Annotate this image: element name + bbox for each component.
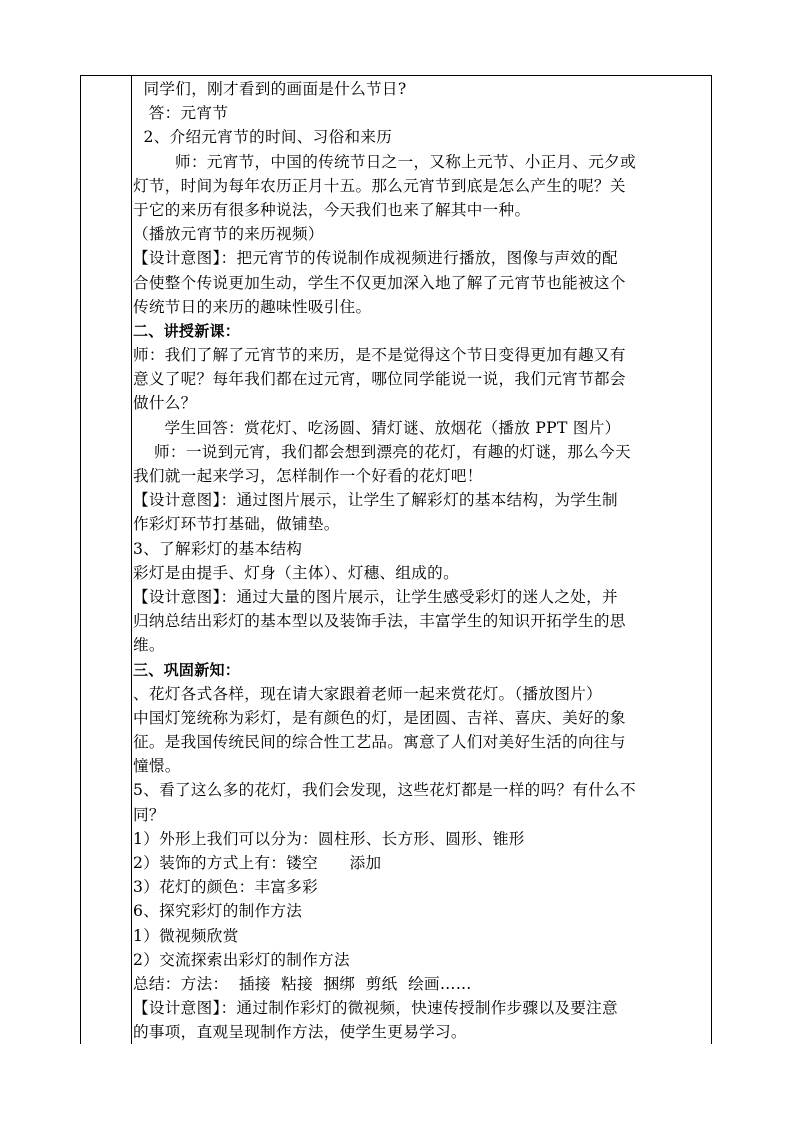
text-line: （播放元宵节的来历视频） — [133, 225, 324, 244]
text-line: 同？ — [133, 805, 165, 824]
text-line: 3）花灯的颜色：丰富多彩 — [133, 878, 319, 897]
text-line: 2）交流探索出彩灯的制作方法 — [133, 950, 350, 969]
section-heading: 二、讲授新课： — [133, 321, 241, 340]
text-line: 彩灯是由提手、灯身（主体）、灯穗、组成的。 — [133, 563, 459, 582]
text-line: 合使整个传说更加生动，学生不仅更加深入地了解了元宵节也能被这个 — [133, 273, 626, 292]
text-line: 维。 — [133, 636, 165, 655]
text-line: 我们就一起来学习，怎样制作一个好看的花灯吧！ — [133, 467, 483, 485]
text-line: 的事项，直观呈现制作方法，使学生更易学习。 — [133, 1023, 467, 1042]
text-line: 【设计意图】：通过大量的图片展示，让学生感受彩灯的迷人之处，并 — [133, 587, 618, 606]
text-line: 2）装饰的方式上有：镂空 添加 — [133, 854, 382, 872]
text-line: 灯节，时间为每年农历正月十五。那么元宵节到底是怎么产生的呢？关 — [133, 176, 626, 195]
text-line: 1）外形上我们可以分为：圆柱形、长方形、圆形、锥形 — [133, 829, 525, 848]
text-line: 师：一说到元宵，我们都会想到漂亮的花灯，有趣的灯谜，那么今天 — [133, 442, 631, 461]
text-line: 【设计意图】：通过制作彩灯的微视频，快速传授制作步骤以及要注意 — [133, 999, 618, 1018]
section-heading: 三、巩固新知： — [133, 660, 241, 679]
text-line: 答：元宵节 — [133, 104, 229, 123]
table-right-border — [711, 75, 712, 1044]
text-line: 5、看了这么多的花灯，我们会发现，这些花灯都是一样的吗？有什么不 — [133, 781, 636, 800]
text-line: 中国灯笼统称为彩灯，是有颜色的灯，是团圆、吉祥、喜庆、美好的象 — [133, 708, 626, 727]
text-line: 6、探究彩灯的制作方法 — [133, 902, 303, 921]
table-left-border — [80, 75, 81, 1044]
text-line: 做什么？ — [133, 394, 197, 413]
text-line: 总结：方法： 插接 粘接 捆绑 剪纸 绘画…… — [133, 974, 472, 993]
text-line: 于它的来历有很多种说法，今天我们也来了解其中一种。 — [133, 200, 531, 219]
table-column-divider — [131, 75, 132, 1044]
text-line: 师：元宵节，中国的传统节日之一，又称上元节、小正月、元夕或 — [133, 152, 636, 171]
text-line: 、花灯各式各样，现在请大家跟着老师一起来赏花灯。（播放图片） — [133, 684, 603, 703]
text-line: 2、介绍元宵节的时间、习俗和来历 — [133, 128, 393, 147]
text-line: 学生回答：赏花灯、吃汤圆、猜灯谜、放烟花（播放 PPT 图片） — [133, 418, 621, 437]
text-line: 传统节日的来历的趣味性吸引住。 — [133, 297, 372, 316]
text-line: 作彩灯环节打基础，做铺垫。 — [133, 515, 340, 534]
text-line: 意义了呢？每年我们都在过元宵，哪位同学能说一说，我们元宵节都会 — [133, 370, 626, 389]
text-line: 征。是我国传统民间的综合性工艺品。寓意了人们对美好生活的向往与 — [133, 733, 626, 752]
text-line: 归纳总结出彩灯的基本型以及装饰手法，丰富学生的知识开拓学生的思 — [133, 612, 626, 631]
text-line: 【设计意图】：把元宵节的传说制作成视频进行播放，图像与声效的配 — [133, 249, 618, 268]
text-line: 同学们，刚才看到的画面是什么节日? — [133, 80, 407, 98]
text-line: 3、了解彩灯的基本结构 — [133, 539, 303, 558]
text-line: 【设计意图】：通过图片展示，让学生了解彩灯的基本结构，为学生制 — [133, 491, 618, 510]
text-line: 憧憬。 — [133, 757, 181, 776]
text-line: 师：我们了解了元宵节的来历，是不是觉得这个节日变得更加有趣又有 — [133, 346, 626, 365]
text-line: 1）微视频欣赏 — [133, 926, 239, 945]
lesson-content-cell — [133, 77, 711, 1043]
